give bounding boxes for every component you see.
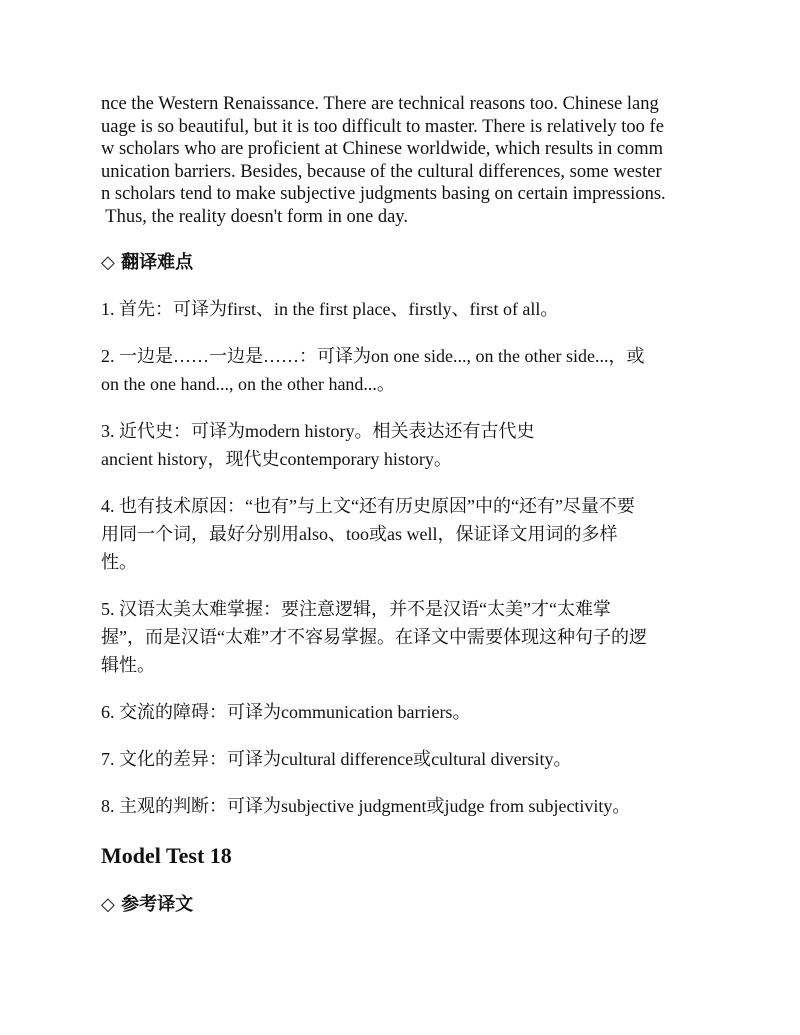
intro-line: uage is so beautiful, but it is too difficult to master. There is relatively too fe: [101, 116, 664, 137]
list-item-line: 辑性。: [101, 654, 155, 675]
list-item-line: 1. 首先：可译为first、in the first place、firstly、first of all。: [101, 298, 559, 319]
list-item-line: 握”，而是汉语“太难”才不容易掌握。在译文中需要体现这种句子的逻: [101, 626, 647, 647]
intro-line: Thus, the reality doesn't form in one day.: [101, 206, 408, 227]
list-item: [101, 745, 711, 773]
list-item-line: 3. 近代史：可译为modern history。相关表达还有古代史: [101, 420, 535, 441]
section-heading-difficulties: ◇ 翻译难点: [101, 251, 194, 273]
list-item-line: 8. 主观的判断：可译为subjective judgment或judge from subjectivity。: [101, 795, 631, 816]
list-item: [101, 595, 711, 679]
list-item: [101, 698, 711, 726]
list-item-line: 性。: [101, 551, 137, 572]
intro-paragraph: [101, 93, 711, 229]
list-item-line: 5. 汉语太美太难掌握：要注意逻辑，并不是汉语“太美”才“太难掌: [101, 598, 611, 619]
list-item-line: on the one hand..., on the other hand...。: [101, 373, 395, 394]
intro-line: unication barriers. Besides, because of the cultural differences, some wester: [101, 161, 662, 182]
list-item: [101, 295, 711, 323]
model-test-heading: Model Test 18: [101, 842, 232, 868]
intro-line: w scholars who are proficient at Chinese worldwide, which results in comm: [101, 139, 664, 160]
intro-line: nce the Western Renaissance. There are technical reasons too. Chinese lang: [101, 94, 659, 114]
list-item-line: 2. 一边是……一边是……：可译为on one side..., on the other side...，或: [101, 345, 645, 366]
list-item: [101, 492, 711, 576]
list-item-line: 4. 也有技术原因：“也有”与上文“还有历史原因”中的“还有”尽量不要: [101, 495, 635, 516]
document-page: [101, 93, 711, 917]
intro-line: n scholars tend to make subjective judgments basing on certain impressions.: [101, 184, 666, 205]
section-heading-reference-translation: ◇ 参考译文: [101, 893, 194, 915]
list-item-line: 6. 交流的障碍：可译为communication barriers。: [101, 701, 471, 722]
list-item-line: ancient history，现代史contemporary history。: [101, 448, 452, 469]
list-item-line: 7. 文化的差异：可译为cultural difference或cultural diversity。: [101, 748, 572, 769]
list-item: [101, 792, 711, 820]
list-item: [101, 342, 711, 398]
list-item-line: 用同一个词，最好分别用also、too或as well，保证译文用词的多样: [101, 523, 618, 544]
list-item: [101, 417, 711, 473]
